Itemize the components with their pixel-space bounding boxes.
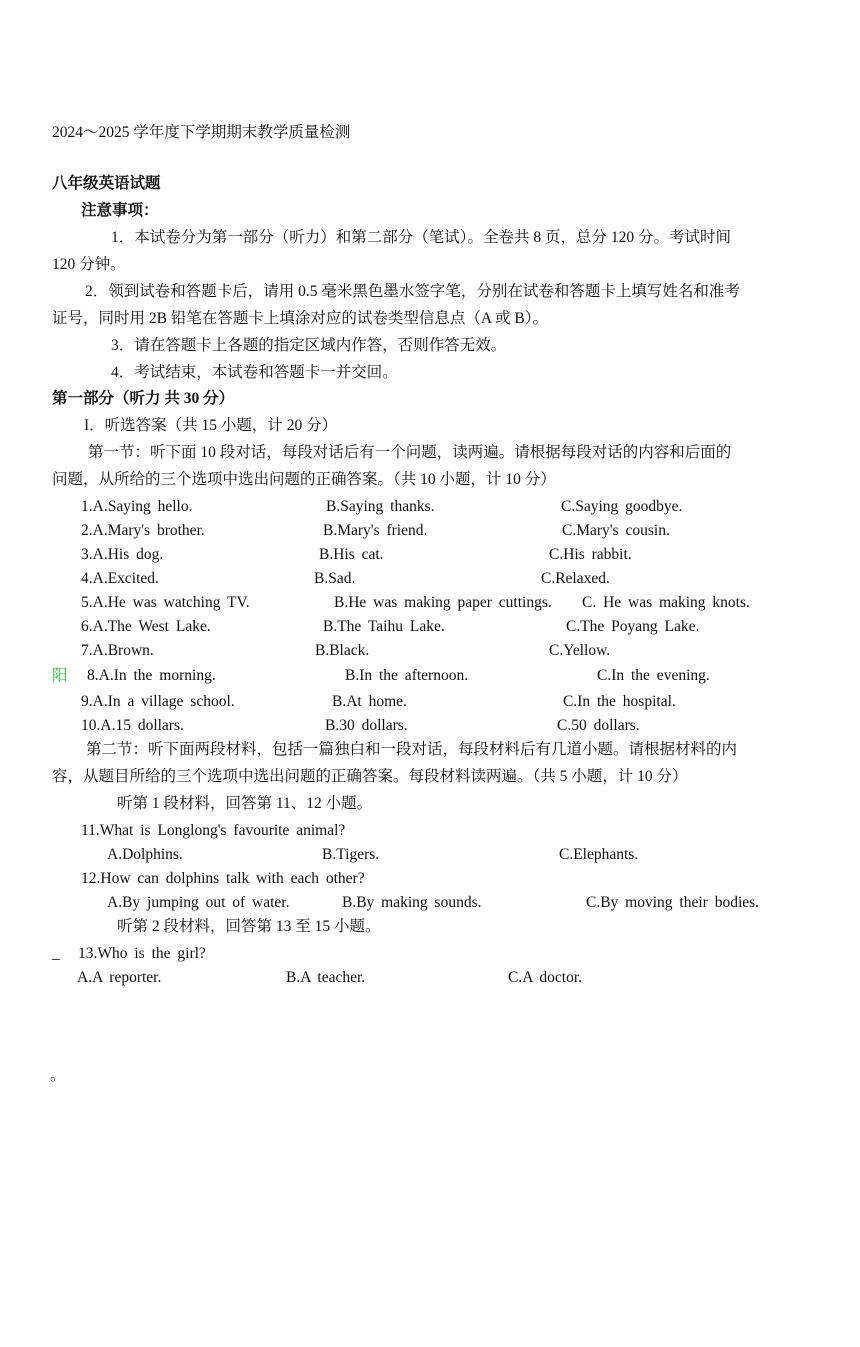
trailing-mark: 。 xyxy=(50,1067,66,1084)
option-b: B.In the afternoon. xyxy=(345,667,469,684)
option-c: C.Elephants. xyxy=(559,846,639,863)
margin-mark: 阳 xyxy=(52,667,68,684)
option-c: C.50 dollars. xyxy=(557,717,640,734)
section2-intro: 第二节：听下面两段材料，包括一篇独白和一段对话，每段材料后有几道小题。请根据材料的内 xyxy=(86,741,738,758)
section2-intro-cont: 容，从题目所给的三个选项中选出问题的正确答案。每段材料读两遍。（共 5 小题，计 10 分） xyxy=(52,768,688,785)
option-c: C.In the evening. xyxy=(597,667,710,684)
material-2-instruction: 听第 2 段材料，回答第 13 至 15 小题。 xyxy=(117,918,381,935)
option-c: C.A doctor. xyxy=(508,969,583,986)
underscore-mark: _ xyxy=(52,945,60,962)
option-a: A.By jumping out of water. xyxy=(107,894,290,911)
notice-item-2-cont: 证号，同时用 2B 铅笔在答题卡上填涂对应的试卷类型信息点（A 或 B）。 xyxy=(52,310,549,327)
option-c: C.Relaxed. xyxy=(541,570,610,587)
option-b: B.Tigers. xyxy=(322,846,380,863)
option-c: C.The Poyang Lake. xyxy=(566,618,700,635)
option-a: A.A reporter. xyxy=(77,969,162,986)
question-12-stem: 12.How can dolphins talk with each other? xyxy=(81,870,365,887)
option-b: B.His cat. xyxy=(319,546,384,563)
option-b: B.At home. xyxy=(332,693,407,710)
option-b: B.Sad. xyxy=(314,570,356,587)
option-b: B.Mary's friend. xyxy=(323,522,428,539)
option-b: B.By making sounds. xyxy=(342,894,482,911)
option-b: B.Saying thanks. xyxy=(326,498,435,515)
option-b: B.Black. xyxy=(315,642,370,659)
section1-intro: 第一节：听下面 10 段对话，每段对话后有一个问题，读两遍。请根据每段对话的内容和后面的 xyxy=(88,444,732,461)
option-c: C.Saying goodbye. xyxy=(561,498,683,515)
section1-intro-cont: 问题，从所给的三个选项中选出问题的正确答案。（共 10 小题，计 10 分） xyxy=(52,471,556,488)
notice-item-2: 2．领到试卷和答题卡后，请用 0.5 毫米黑色墨水签字笔，分别在试卷和答题卡上填写姓名和准考 xyxy=(85,283,740,300)
option-a: 8.A.In the morning. xyxy=(87,667,216,684)
material-1-instruction: 听第 1 段材料，回答第 11、12 小题。 xyxy=(117,795,373,812)
option-c: C.His rabbit. xyxy=(549,546,632,563)
notice-item-4: 4．考试结束，本试卷和答题卡一并交回。 xyxy=(111,364,398,381)
question-13-stem: 13.Who is the girl? xyxy=(78,945,206,962)
option-b: B.He was making paper cuttings. xyxy=(334,594,552,611)
part1-heading: 第一部分（听力 共 30 分） xyxy=(52,390,235,407)
option-a: 2.A.Mary's brother. xyxy=(81,522,205,539)
option-a: 3.A.His dog. xyxy=(81,546,164,563)
option-c: C. He was making knots. xyxy=(582,594,750,611)
notice-heading: 注意事项： xyxy=(81,202,159,219)
option-a: A.Dolphins. xyxy=(107,846,183,863)
option-a: 4.A.Excited. xyxy=(81,570,159,587)
option-c: C.Yellow. xyxy=(549,642,611,659)
option-c: C.In the hospital. xyxy=(563,693,676,710)
section-i-heading: I．听选答案（共 15 小题，计 20 分） xyxy=(84,417,338,434)
option-a: 6.A.The West Lake. xyxy=(81,618,211,635)
option-a: 1.A.Saying hello. xyxy=(81,498,193,515)
option-a: 7.A.Brown. xyxy=(81,642,154,659)
option-a: 10.A.15 dollars. xyxy=(81,717,184,734)
option-b: B.The Taihu Lake. xyxy=(323,618,445,635)
notice-item-3: 3．请在答题卡上各题的指定区域内作答，否则作答无效。 xyxy=(111,337,507,354)
option-b: B.30 dollars. xyxy=(325,717,408,734)
question-11-stem: 11.What is Longlong's favourite animal? xyxy=(81,822,346,839)
option-c: C.By moving their bodies. xyxy=(586,894,760,911)
option-a: 9.A.In a village school. xyxy=(81,693,235,710)
exam-subject: 八年级英语试题 xyxy=(52,175,161,192)
notice-item-1-cont: 120 分钟。 xyxy=(52,256,126,273)
exam-title: 2024～2025 学年度下学期期末教学质量检测 xyxy=(52,124,351,141)
option-b: B.A teacher. xyxy=(286,969,366,986)
option-a: 5.A.He was watching TV. xyxy=(81,594,250,611)
notice-item-1: 1．本试卷分为第一部分（听力）和第二部分（笔试）。全卷共 8 页，总分 120 分。考试时间 xyxy=(111,229,732,246)
option-c: C.Mary's cousin. xyxy=(562,522,670,539)
